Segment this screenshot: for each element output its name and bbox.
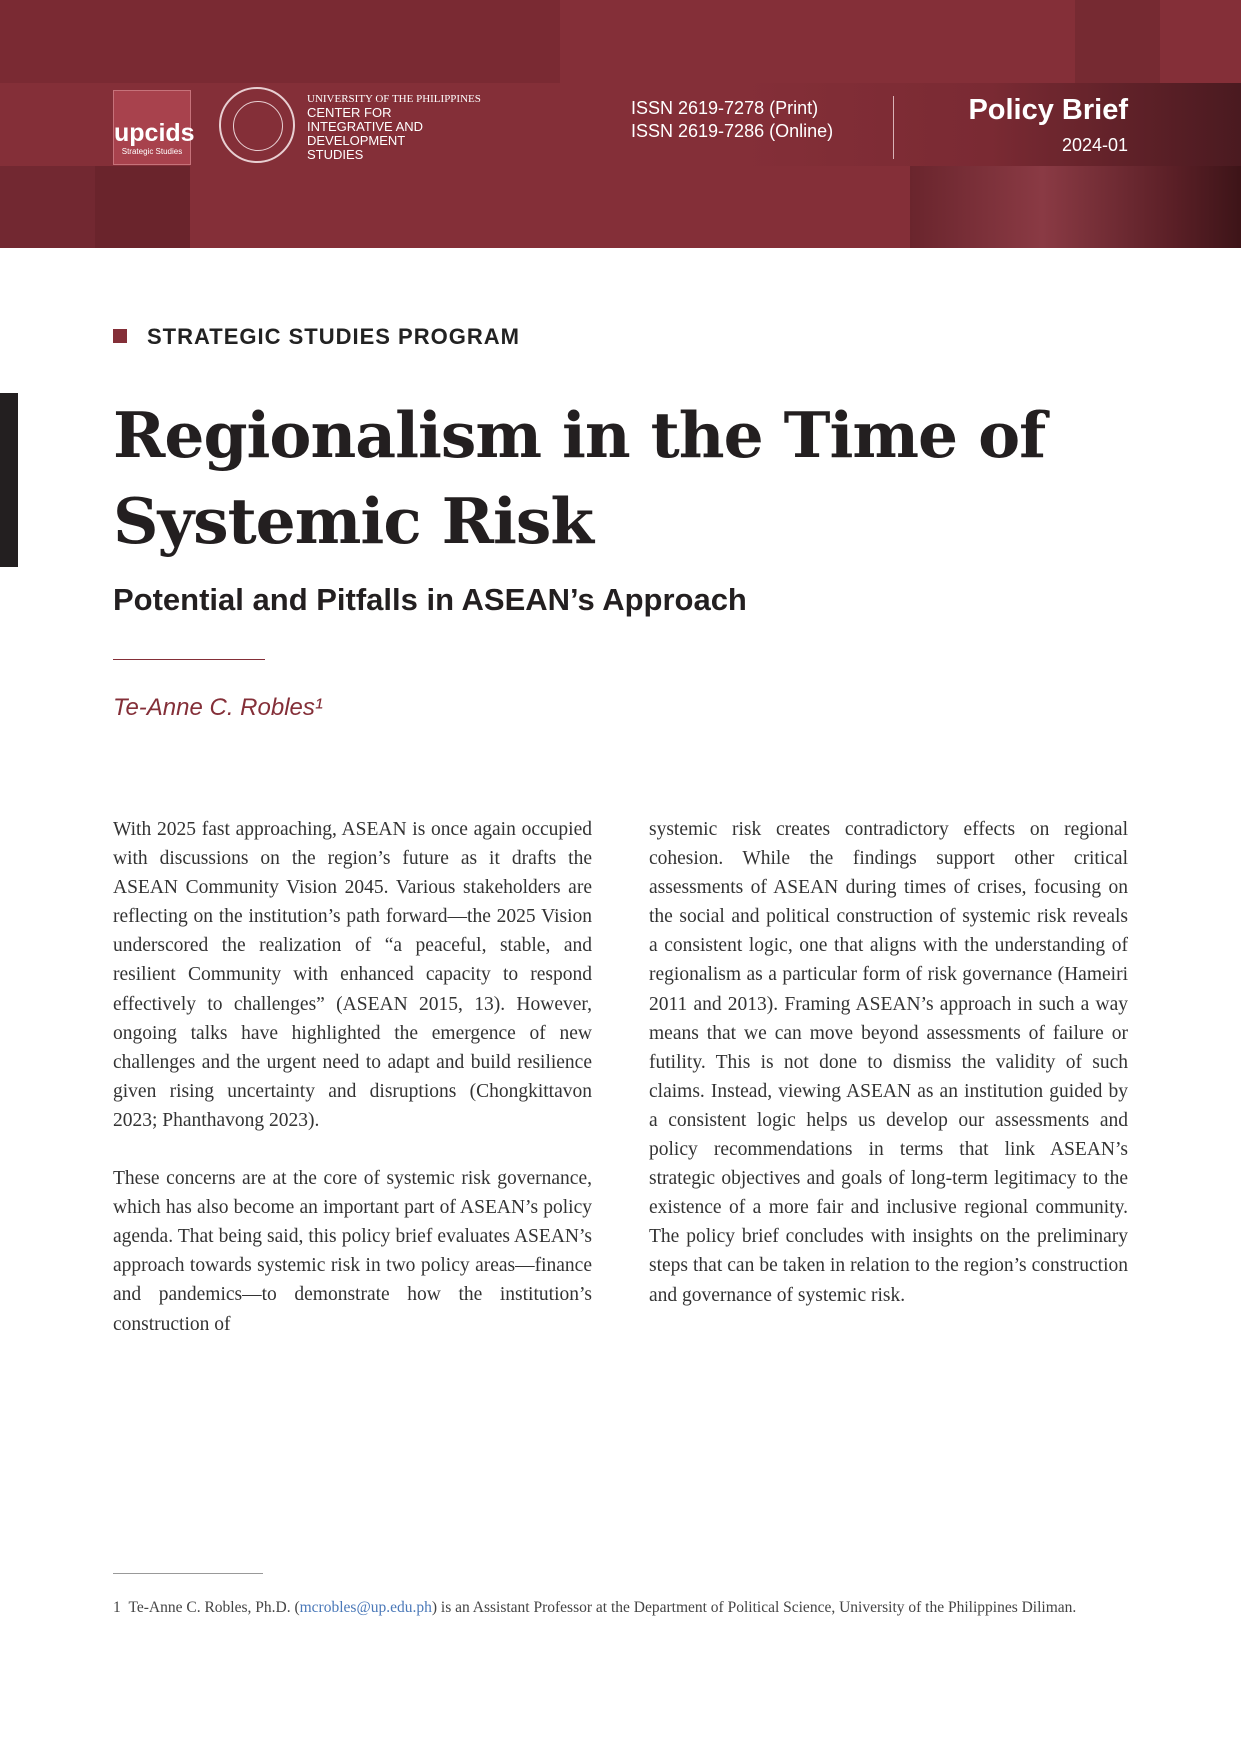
center-line: INTEGRATIVE AND	[307, 119, 424, 134]
footnote	[113, 1597, 1128, 1618]
banner-shade	[95, 166, 190, 248]
banner-shade	[1075, 0, 1160, 83]
footnote-text: Te-Anne C. Robles, Ph.D. (	[128, 1599, 300, 1616]
paragraph: systemic risk creates contradictory effects on regional cohesion. While the findings support other critical assessments of ASEAN during times of crises, focusing on the social and political construction of systemic risk reveals a consistent logic, one that aligns with the understanding of regionalism as a particular form of risk governance (Hameiri 2011 and 2013). Framing ASEAN’s approach in such a way means that we can move beyond assessments of failure or futility. This is not done to dismiss the validity of such claims. Instead, viewing ASEAN as an institution guided by a consistent logic helps us develop our assessments and policy recommendations in terms that link ASEAN’s strategic objectives and goals of long-term legitimacy to the existence of a more fair and inclusive regional community. The policy brief concludes with insights on the preliminary steps that can be taken in relation to the region’s construction and governance of systemic risk.	[649, 819, 1128, 1306]
center-name	[307, 92, 481, 162]
title-line: Regionalism in the Time of	[113, 398, 1046, 472]
side-marker	[0, 393, 18, 567]
body-column-right	[649, 815, 1128, 1339]
footnote-text: ) is an Assistant Professor at the Department of Political Science, University of the Philippines Diliman.	[431, 1599, 1077, 1616]
page-title	[113, 392, 1113, 564]
up-seal-icon	[219, 87, 295, 163]
divider	[893, 96, 894, 159]
banner-shade	[0, 0, 560, 83]
university-name: UNIVERSITY OF THE PHILIPPINES	[307, 93, 481, 105]
issn-block	[631, 97, 833, 143]
banner-shade	[0, 166, 95, 248]
doc-number: 2024-01	[1061, 135, 1128, 155]
program-label	[113, 324, 520, 350]
subtitle: Potential and Pitfalls in ASEAN’s Approach	[113, 582, 747, 617]
body-column-left	[113, 815, 592, 1368]
email-link[interactable]: mcrobles@up.edu.ph	[299, 1599, 432, 1616]
paragraph: These concerns are at the core of systemic risk governance, which has also become an important part of ASEAN’s policy agenda. That being said, this policy brief evaluates ASEAN’s approach towards systemic risk in two policy areas—finance and pandemics—to demonstrate how the institution’s construction of	[113, 1168, 592, 1335]
square-bullet-icon	[113, 329, 127, 343]
divider	[113, 659, 265, 660]
title-line: Systemic Risk	[113, 484, 594, 558]
issn-print: ISSN 2619-7278 (Print)	[631, 98, 819, 118]
logo-text: upcids	[114, 119, 195, 147]
doc-type: Policy Brief	[968, 94, 1128, 126]
footnote-number: 1	[113, 1599, 121, 1616]
logo-subtext: Strategic Studies	[121, 147, 183, 156]
center-line: STUDIES	[307, 147, 364, 162]
center-line: CENTER FOR	[307, 105, 392, 120]
doc-type-block	[968, 94, 1128, 156]
author: Te-Anne C. Robles¹	[113, 694, 323, 721]
center-line: DEVELOPMENT	[307, 133, 406, 148]
issn-online: ISSN 2619-7286 (Online)	[631, 121, 834, 141]
banner-shade	[910, 166, 1241, 248]
paragraph: With 2025 fast approaching, ASEAN is once again occupied with discussions on the region’s future as it drafts the ASEAN Community Vision 2045. Various stakeholders are reflecting on the institution’s path forward—the 2025 Vision underscored the realization of “a peaceful, stable, and resilient Community with enhanced capacity to respond effectively to challenges” (ASEAN 2015, 13). However, ongoing talks have highlighted the emergence of new challenges and the urgent need to adapt and build resilience given rising uncertainty and disruptions (Chongkittavon 2023; Phanthavong 2023).	[113, 819, 592, 1131]
footnote-divider	[113, 1573, 263, 1574]
header-banner	[0, 0, 1241, 248]
program-text: STRATEGIC STUDIES PROGRAM	[147, 324, 520, 349]
upcids-logo	[113, 90, 195, 165]
